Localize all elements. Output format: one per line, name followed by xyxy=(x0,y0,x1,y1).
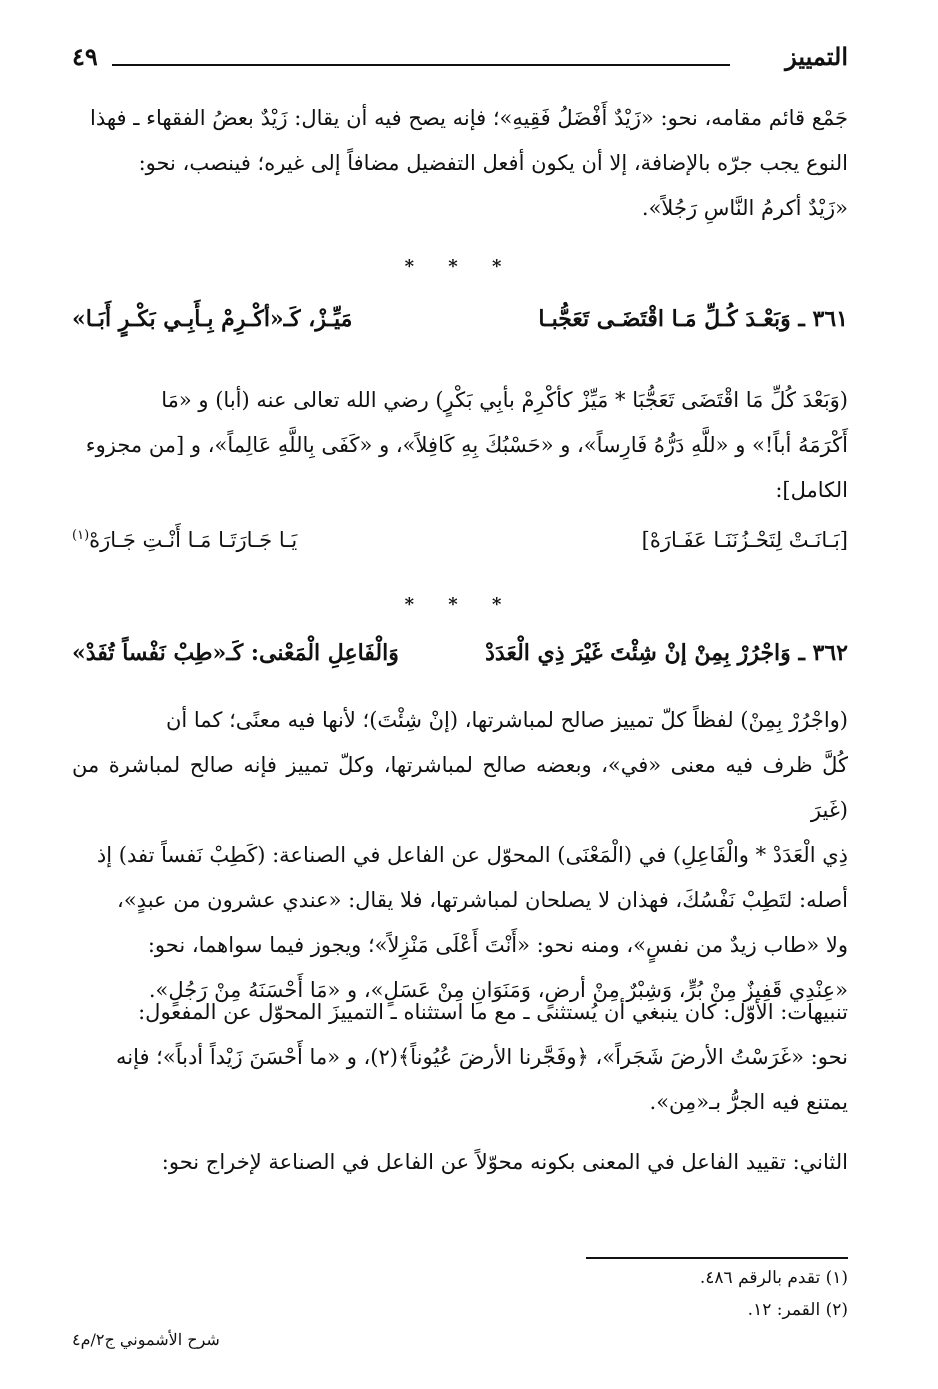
text-line: يمتنع فيه الجرُّ بـ«مِن». xyxy=(649,1090,848,1114)
verse-hemistich-second: وَالْفَاعِلِ الْمَعْنى: كَـ«طِبْ نَفْساً تُفَدْ» xyxy=(72,640,399,666)
text-line: تنبيهات: الأوّل: كان ينبغي أن يُستثنى ـ مع ما استثناه ـ التمييزَ المحوّل عن المفعول: xyxy=(138,1000,848,1024)
text-line: (وَبَعْدَ كُلِّ مَا اقْتَضَى تَعَجُّبَا * مَيِّزْ كأكْرِمْ بأبِي بَكْرٍ) رضي الله تعالى عنه (أبا) و «مَا xyxy=(161,388,848,412)
page-number: ٤٩ xyxy=(72,42,98,71)
section-separator: * * * xyxy=(404,256,516,277)
poem-hemistich-first: [بَـانَـتْ لِتَحْـزُنَنَـا عَفَـارَهْ] xyxy=(641,528,848,552)
text-line: ذِي الْعَدَدْ * والْفَاعِلِ) في (الْمَعْنَى) المحوّل عن الفاعل في الصناعة: (كَطِبْ نَفساً تفد) إذ xyxy=(96,843,848,867)
paragraph-4 xyxy=(72,990,848,1125)
poem-text: يَـا جَـارَتَـا مَـا أَنْـتِ جَـارَهْ xyxy=(89,528,298,552)
chapter-title: التمييز xyxy=(785,42,848,71)
text-line: (واجْرُرْ بِمِنْ) لفظاً كلّ تمييز صالح لمباشرتها، (إنْ شِئْتَ)؛ لأنها فيه معنًى؛ كما أن xyxy=(165,708,848,732)
poem-line xyxy=(72,528,848,552)
verse-362 xyxy=(72,640,848,666)
footnote-separator xyxy=(586,1257,848,1259)
poem-hemistich-second xyxy=(72,528,297,552)
verse-361 xyxy=(72,306,848,332)
text-line: «عِنْدِي قَفِيزٌ مِنْ بُرٍّ، وَشِبْرٌ مِنْ أرضٍ، وَمَنَوَانِ مِنْ عَسَلٍ»، و «مَا أَحْسَنَهُ مِنْ رَجُلٍ». xyxy=(148,978,848,1002)
running-header xyxy=(72,42,848,82)
text-line: الكامل]: xyxy=(775,478,848,502)
footnote-2: (٢) القمر: ١٢. xyxy=(747,1300,848,1320)
paragraph-1 xyxy=(72,96,848,231)
text-line: كُلَّ ظرف فيه معنى «في»، وبعضه صالح لمباشرتها، وكلّ تمييز فإنه صالح لمباشرة من (غَيرَ xyxy=(72,753,848,822)
footnote-marker: (١) xyxy=(72,528,90,543)
text-line: جَمْع قائم مقامه، نحو: «زَيْدٌ أَفْضَلُ فَقِيهِ»؛ فإنه يصح فيه أن يقال: زَيْدٌ بعضُ الفقهاء ـ فهذا xyxy=(90,106,848,130)
header-rule xyxy=(112,64,730,66)
verse-hemistich-first: ٣٦٢ ـ وَاجْرُرْ بِمِنْ إنْ شِئْتَ غَيْرَ ذِي الْعَدَدْ xyxy=(485,640,848,666)
text-line: ولا «طاب زيدٌ من نفسٍ»، ومنه نحو: «أَنْتَ أَعْلَى مَنْزِلاً»؛ ويجوز فيما سواهما، نحو: xyxy=(147,933,848,957)
page-footer: شرح الأشموني ج٢/م٤ xyxy=(72,1330,220,1349)
paragraph-3 xyxy=(72,698,848,1013)
text-line: «زَيْدٌ أكرمُ النَّاسِ رَجُلاً». xyxy=(641,196,848,220)
footnote-1: (١) تقدم بالرقم ٤٨٦. xyxy=(699,1268,848,1288)
verse-hemistich-first: ٣٦١ ـ وَبَعْـدَ كُـلِّ مَـا اقْتَضَـى تَعَجُّبـا xyxy=(538,306,848,332)
text-line: نحو: «غَرَسْتُ الأرضَ شَجَراً»، ﴿وفَجَّرنا الأرضَ عُيُوناً﴾(٢)، و «ما أَحْسَنَ زَيْداً أدباً»؛ فإنه xyxy=(115,1045,848,1069)
section-separator: * * * xyxy=(404,594,516,615)
text-line: أَكْرَمَهُ أباً!» و «للَّهِ دَرُّهُ فَارِساً»، و «حَسْبُكَ بِهِ كَافِلاً»، و «كَفَى بِاللَّهِ عَالِماً»، و [من مجزوء xyxy=(85,433,848,457)
paragraph-5: الثاني: تقييد الفاعل في المعنى بكونه محوّلاً عن الفاعل في الصناعة لإخراج نحو: xyxy=(161,1150,848,1174)
text-line: أصله: لتَطِبْ نَفْسُكَ، فهذان لا يصلحان لمباشرتها، فلا يقال: «عندي عشرون من عبدٍ»، xyxy=(117,888,848,912)
verse-hemistich-second: مَيِّـزْ، كَـ«أكْـرِمْ بِـأَبِـي بَكْـرٍ أَبَـا» xyxy=(72,306,353,332)
text-line: النوع يجب جرّه بالإضافة، إلا أن يكون أفعل التفضيل مضافاً إلى غيره؛ فينصب، نحو: xyxy=(138,151,848,175)
paragraph-2 xyxy=(72,378,848,513)
